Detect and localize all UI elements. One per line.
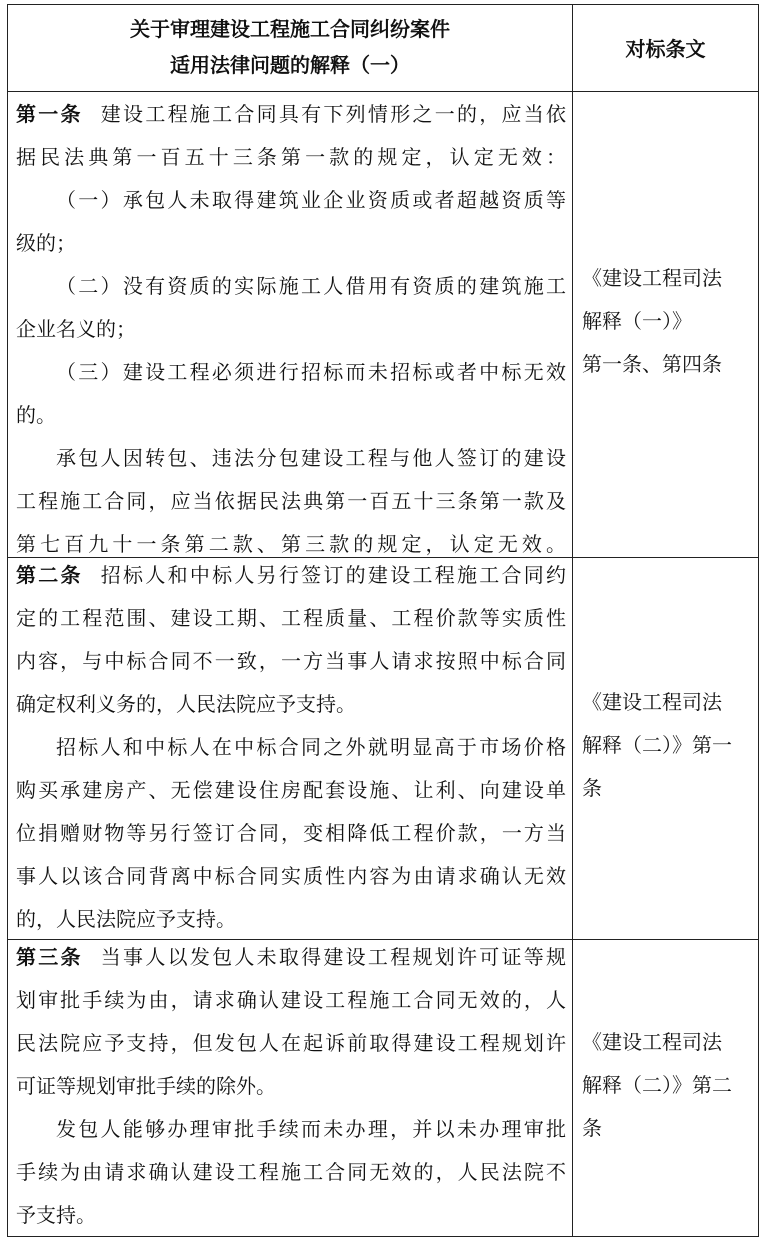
- article-label: 第一条: [16, 102, 83, 126]
- text-line: （二）没有资质的实际施工人借用有资质的建筑施工: [56, 274, 566, 298]
- text-line: 第一条 建设工程施工合同具有下列情形之一的，应当依: [16, 102, 566, 126]
- header-title-line1: 关于审理建设工程施工合同纠纷案件: [130, 17, 450, 41]
- row-3-text: [16, 936, 566, 1237]
- text-line: 手续为由请求确认建设工程施工合同无效的，人民法院不: [16, 1160, 566, 1184]
- reference-line: 第一条、第四条: [582, 352, 722, 376]
- header-right: 对标条文: [625, 37, 706, 61]
- article-label: 第二条: [16, 563, 83, 587]
- text-line: 企业名义的；: [16, 317, 136, 341]
- regulation-table: [7, 4, 759, 1237]
- row-3-reference: [582, 1021, 754, 1150]
- row-1-reference: [582, 257, 754, 386]
- reference-line: 条: [582, 1116, 602, 1140]
- text-line: 第七百九十一条第二款、第三款的规定，认定无效。: [16, 532, 566, 556]
- article-label: 第三条: [16, 945, 83, 969]
- row-2-text: [16, 554, 566, 941]
- reference-line: 解释（一）》: [582, 309, 692, 333]
- text-line: 定的工程范围、建设工期、工程质量、工程价款等实质性: [16, 606, 566, 630]
- text-line: 可证等规划审批手续的除外。: [16, 1074, 276, 1098]
- text-line: 第二条 招标人和中标人另行签订的建设工程施工合同约: [16, 563, 566, 587]
- text-line: 承包人因转包、违法分包建设工程与他人签订的建设: [56, 446, 566, 470]
- text-line: 内容，与中标合同不一致，一方当事人请求按照中标合同: [16, 649, 566, 673]
- text-line: 据民法典第一百五十三条第一款的规定，认定无效：: [16, 145, 566, 169]
- reference-line: 解释（二）》第二: [582, 1073, 732, 1097]
- reference-line: 《建设工程司法: [582, 690, 722, 714]
- reference-line: 解释（二）》第一: [582, 733, 732, 757]
- header-title-line2: 适用法律问题的解释（一）: [170, 53, 410, 77]
- header-left: [8, 5, 572, 93]
- row-2-reference: [582, 681, 754, 810]
- text-line: 予支持。: [16, 1203, 96, 1227]
- text-line: 的。: [16, 403, 56, 427]
- text-line: 划审批手续为由，请求确认建设工程施工合同无效的，人: [16, 988, 566, 1012]
- text-line: （三）建设工程必须进行招标而未招标或者中标无效: [56, 360, 566, 384]
- reference-line: 条: [582, 776, 602, 800]
- text-line: 的，人民法院应予支持。: [16, 907, 236, 931]
- text-line: 购买承建房产、无偿建设住房配套设施、让利、向建设单: [16, 778, 566, 802]
- text-line: 工程施工合同，应当依据民法典第一百五十三条第一款及: [16, 489, 566, 513]
- text-line: 级的；: [16, 231, 76, 255]
- text-line: 民法院应予支持，但发包人在起诉前取得建设工程规划许: [16, 1031, 566, 1055]
- text-line: 位捐赠财物等另行签订合同，变相降低工程价款，一方当: [16, 821, 566, 845]
- text-line: 发包人能够办理审批手续而未办理，并以未办理审批: [56, 1117, 566, 1141]
- reference-line: 《建设工程司法: [582, 1030, 722, 1054]
- reference-line: 《建设工程司法: [582, 266, 722, 290]
- text-line: 确定权利义务的，人民法院应予支持。: [16, 692, 356, 716]
- text-line: 招标人和中标人在中标合同之外就明显高于市场价格: [56, 735, 566, 759]
- text-line: 事人以该合同背离中标合同实质性内容为由请求确认无效: [16, 864, 566, 888]
- text-line: 第三条 当事人以发包人未取得建设工程规划许可证等规: [16, 945, 566, 969]
- row-1-text: [16, 93, 566, 566]
- text-line: （一）承包人未取得建筑业企业资质或者超越资质等: [56, 188, 566, 212]
- column-divider: [572, 5, 573, 1236]
